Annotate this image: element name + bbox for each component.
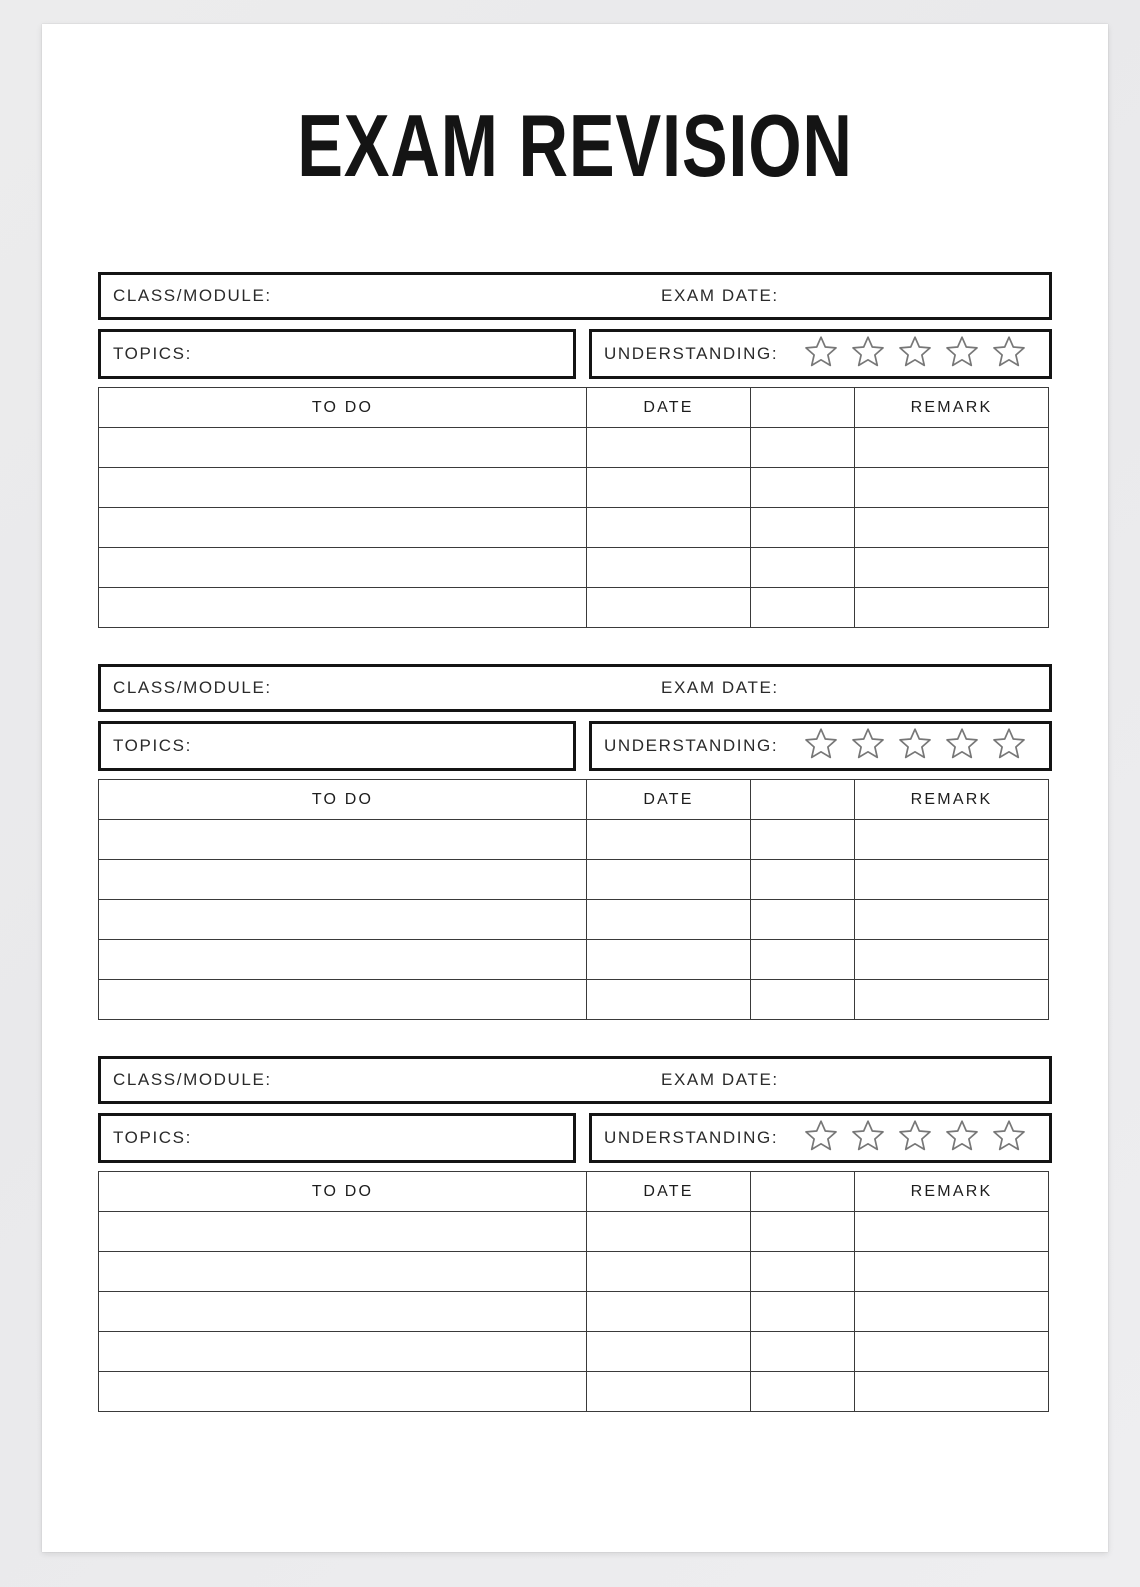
cell-check[interactable] (751, 548, 855, 588)
class-module-bar[interactable] (98, 664, 1052, 712)
topics-understanding-row (98, 1113, 1052, 1163)
cell-todo[interactable] (99, 428, 587, 468)
cell-remark[interactable] (855, 860, 1049, 900)
table-row (99, 860, 1049, 900)
cell-remark[interactable] (855, 1252, 1049, 1292)
cell-todo[interactable] (99, 1292, 587, 1332)
cell-todo[interactable] (99, 860, 587, 900)
table-header-row (99, 388, 1049, 428)
cell-date[interactable] (587, 940, 751, 980)
topics-box[interactable] (98, 721, 576, 771)
cell-remark[interactable] (855, 820, 1049, 860)
table-row (99, 1372, 1049, 1412)
revision-table (98, 779, 1049, 1020)
cell-todo[interactable] (99, 1212, 587, 1252)
understanding-rating (804, 727, 1026, 765)
cell-check[interactable] (751, 940, 855, 980)
topics-label: TOPICS: (113, 344, 192, 363)
cell-check[interactable] (751, 1292, 855, 1332)
topics-label: TOPICS: (113, 736, 192, 755)
cell-check[interactable] (751, 428, 855, 468)
cell-date[interactable] (587, 428, 751, 468)
table-row (99, 1252, 1049, 1292)
cell-date[interactable] (587, 860, 751, 900)
cell-date[interactable] (587, 548, 751, 588)
cell-check[interactable] (751, 508, 855, 548)
cell-date[interactable] (587, 820, 751, 860)
cell-date[interactable] (587, 1292, 751, 1332)
column-header-todo: TO DO (99, 1172, 587, 1212)
understanding-box (589, 329, 1052, 379)
table-header-row (99, 780, 1049, 820)
page-title: EXAM REVISION (297, 96, 853, 195)
star-outline-icon[interactable] (945, 1119, 979, 1157)
cell-todo[interactable] (99, 900, 587, 940)
understanding-label: UNDERSTANDING: (604, 736, 779, 755)
cell-check[interactable] (751, 1332, 855, 1372)
cell-date[interactable] (587, 468, 751, 508)
star-outline-icon[interactable] (898, 1119, 932, 1157)
table-row (99, 1332, 1049, 1372)
cell-remark[interactable] (855, 900, 1049, 940)
column-header-date: DATE (587, 388, 751, 428)
cell-check[interactable] (751, 588, 855, 628)
topics-understanding-row (98, 721, 1052, 771)
revision-section-3 (98, 1056, 1052, 1412)
exam-date-label: EXAM DATE: (661, 286, 779, 305)
revision-table (98, 387, 1049, 628)
cell-todo[interactable] (99, 820, 587, 860)
cell-check[interactable] (751, 1252, 855, 1292)
cell-todo[interactable] (99, 588, 587, 628)
column-header-check (751, 388, 855, 428)
star-outline-icon[interactable] (851, 727, 885, 765)
exam-date-label: EXAM DATE: (661, 678, 779, 697)
class-module-label: CLASS/MODULE: (113, 286, 272, 305)
star-outline-icon[interactable] (804, 335, 838, 373)
star-outline-icon[interactable] (804, 727, 838, 765)
class-module-label: CLASS/MODULE: (113, 678, 272, 697)
cell-todo[interactable] (99, 548, 587, 588)
cell-remark[interactable] (855, 1372, 1049, 1412)
class-module-bar[interactable] (98, 1056, 1052, 1104)
cell-check[interactable] (751, 980, 855, 1020)
cell-date[interactable] (587, 1212, 751, 1252)
table-row (99, 980, 1049, 1020)
cell-check[interactable] (751, 820, 855, 860)
cell-date[interactable] (587, 980, 751, 1020)
understanding-rating (804, 1119, 1026, 1157)
topics-box[interactable] (98, 1113, 576, 1163)
column-header-todo: TO DO (99, 388, 587, 428)
column-header-check (751, 1172, 855, 1212)
table-header-row (99, 1172, 1049, 1212)
star-outline-icon[interactable] (851, 335, 885, 373)
printable-sheet (42, 24, 1108, 1552)
cell-todo[interactable] (99, 508, 587, 548)
cell-check[interactable] (751, 1212, 855, 1252)
column-header-date: DATE (587, 780, 751, 820)
column-header-remark: REMARK (855, 388, 1049, 428)
cell-remark[interactable] (855, 1332, 1049, 1372)
table-row (99, 1292, 1049, 1332)
topics-understanding-row (98, 329, 1052, 379)
revision-table (98, 1171, 1049, 1412)
cell-remark[interactable] (855, 428, 1049, 468)
star-outline-icon[interactable] (945, 335, 979, 373)
star-outline-icon[interactable] (898, 335, 932, 373)
table-row (99, 588, 1049, 628)
column-header-remark: REMARK (855, 780, 1049, 820)
cell-todo[interactable] (99, 1372, 587, 1412)
cell-remark[interactable] (855, 1212, 1049, 1252)
table-row (99, 548, 1049, 588)
understanding-rating (804, 335, 1026, 373)
table-row (99, 428, 1049, 468)
cell-remark[interactable] (855, 468, 1049, 508)
cell-remark[interactable] (855, 940, 1049, 980)
star-outline-icon[interactable] (992, 1119, 1026, 1157)
cell-remark[interactable] (855, 588, 1049, 628)
star-outline-icon[interactable] (898, 727, 932, 765)
cell-date[interactable] (587, 900, 751, 940)
revision-section-2 (98, 664, 1052, 1020)
cell-todo[interactable] (99, 1252, 587, 1292)
exam-date-label: EXAM DATE: (661, 1070, 779, 1089)
cell-check[interactable] (751, 1372, 855, 1412)
understanding-box (589, 1113, 1052, 1163)
table-row (99, 940, 1049, 980)
cell-check[interactable] (751, 468, 855, 508)
column-header-todo: TO DO (99, 780, 587, 820)
understanding-box (589, 721, 1052, 771)
class-module-bar[interactable] (98, 272, 1052, 320)
table-row (99, 900, 1049, 940)
cell-check[interactable] (751, 860, 855, 900)
cell-remark[interactable] (855, 548, 1049, 588)
column-header-date: DATE (587, 1172, 751, 1212)
cell-remark[interactable] (855, 1292, 1049, 1332)
cell-date[interactable] (587, 1252, 751, 1292)
cell-check[interactable] (751, 900, 855, 940)
table-row (99, 468, 1049, 508)
cell-todo[interactable] (99, 940, 587, 980)
topics-label: TOPICS: (113, 1128, 192, 1147)
star-outline-icon[interactable] (992, 335, 1026, 373)
cell-date[interactable] (587, 1332, 751, 1372)
table-row (99, 820, 1049, 860)
table-row (99, 1212, 1049, 1252)
column-header-remark: REMARK (855, 1172, 1049, 1212)
understanding-label: UNDERSTANDING: (604, 1128, 779, 1147)
cell-todo[interactable] (99, 980, 587, 1020)
cell-date[interactable] (587, 508, 751, 548)
cell-date[interactable] (587, 1372, 751, 1412)
cell-todo[interactable] (99, 1332, 587, 1372)
table-row (99, 508, 1049, 548)
star-outline-icon[interactable] (804, 1119, 838, 1157)
star-outline-icon[interactable] (945, 727, 979, 765)
cell-date[interactable] (587, 588, 751, 628)
cell-remark[interactable] (855, 508, 1049, 548)
column-header-check (751, 780, 855, 820)
star-outline-icon[interactable] (851, 1119, 885, 1157)
class-module-label: CLASS/MODULE: (113, 1070, 272, 1089)
topics-box[interactable] (98, 329, 576, 379)
understanding-label: UNDERSTANDING: (604, 344, 779, 363)
revision-section-1 (98, 272, 1052, 628)
cell-todo[interactable] (99, 468, 587, 508)
cell-remark[interactable] (855, 980, 1049, 1020)
star-outline-icon[interactable] (992, 727, 1026, 765)
